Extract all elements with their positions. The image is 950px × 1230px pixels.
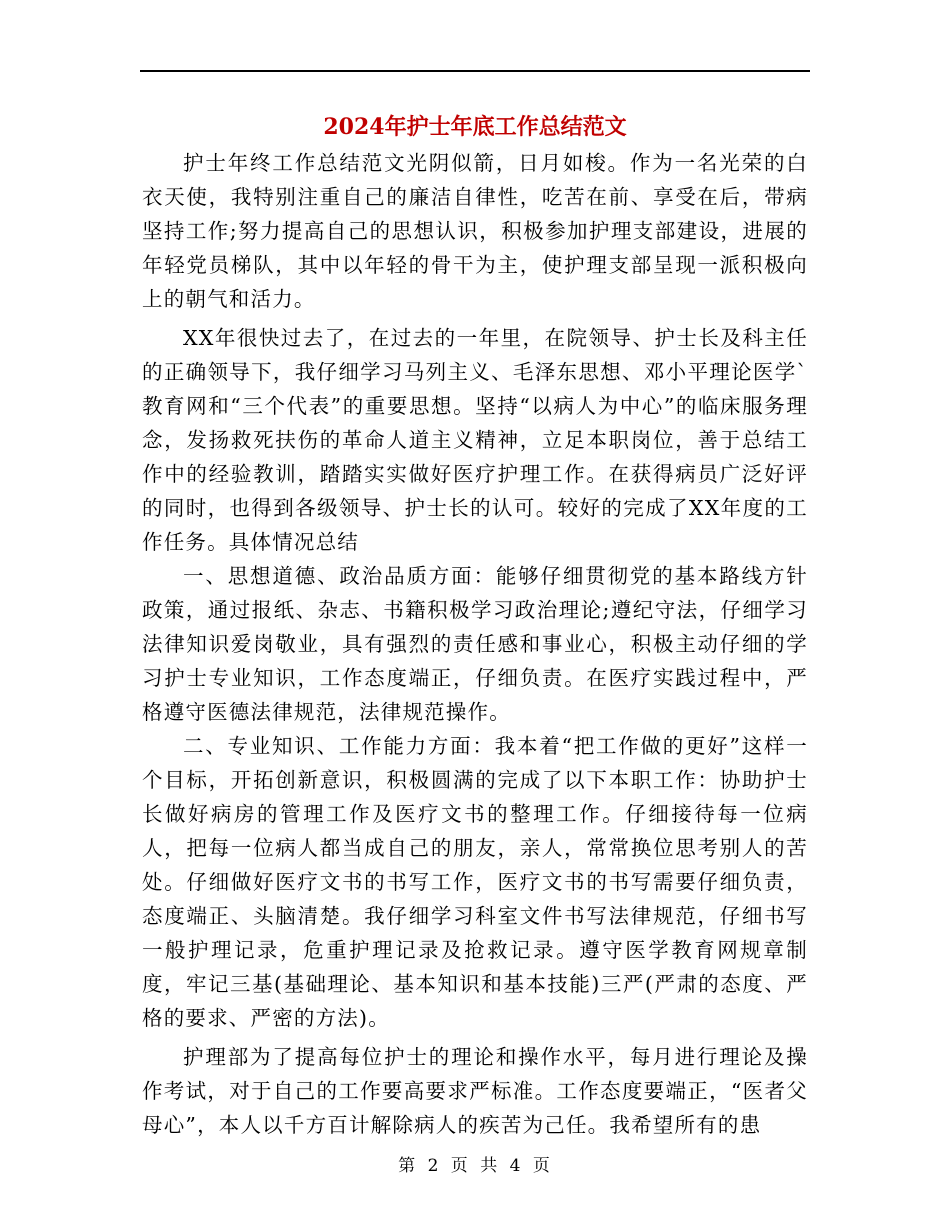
paragraph-year-review: XX年很快过去了，在过去的一年里，在院领导、护士长及科主任的正确领导下，我仔细学习马列主义、毛泽东思想、邓小平理论医学`教育网和“三个代表”的重要思想。坚持“以病人为中心”的临床服务理念，发扬救死扶伤的革命人道主义精神，立足本职岗位，善于总结工作中的经验教训，踏踏实实做好医疗护理工作。在获得病员广泛好评的同时，也得到各级领导、护士长的认可。较好的完成了XX年度的工作任务。具体情况总结: [142, 326, 808, 554]
document-title: 2024年护士年底工作总结范文: [323, 114, 627, 140]
page-footer: 第 2 页 共 4 页: [398, 1156, 552, 1176]
paragraph-professional: 二、专业知识、工作能力方面：我本着“把工作做的更好”这样一个目标，开拓创新意识，积极圆满的完成了以下本职工作：协助护士长做好病房的管理工作及医疗文书的整理工作。仔细接待每一位病人，把每一位病人都当成自己的朋友，亲人，常常换位思考别人的苦处。仔细做好医疗文书的书写工作，医疗文书的书写需要仔细负责，态度端正、头脑清楚。我仔细学习科室文件书写法律规范，仔细书写一般护理记录，危重护理记录及抢救记录。遵守医学教育网规章制度，牢记三基(基础理论、基本知识和基本技能)三严(严肃的态度、严格的要求、严密的方法)。: [142, 734, 808, 1030]
header-rule: [140, 70, 810, 72]
paragraph-intro: 护士年终工作总结范文光阴似箭，日月如梭。作为一名光荣的白衣天使，我特别注重自己的廉洁自律性，吃苦在前、享受在后，带病坚持工作;努力提高自己的思想认识，积极参加护理支部建设，进展的年轻党员梯队，其中以年轻的骨干为主，使护理支部呈现一派积极向上的朝气和活力。: [142, 151, 808, 311]
paragraph-ideology: 一、思想道德、政治品质方面：能够仔细贯彻党的基本路线方针政策，通过报纸、杂志、书籍积极学习政治理论;遵纪守法，仔细学习法律知识爱岗敬业，具有强烈的责任感和事业心，积极主动仔细的学习护士专业知识，工作态度端正，仔细负责。在医疗实践过程中，严格遵守医德法律规范，法律规范操作。: [142, 564, 808, 724]
paragraph-nursing-dept: 护理部为了提高每位护士的理论和操作水平，每月进行理论及操作考试，对于自己的工作要高要求严标准。工作态度要端正，“医者父母心”，本人以千方百计解除病人的疾苦为己任。我希望所有的患: [142, 1045, 808, 1137]
document-body: [142, 146, 808, 1147]
